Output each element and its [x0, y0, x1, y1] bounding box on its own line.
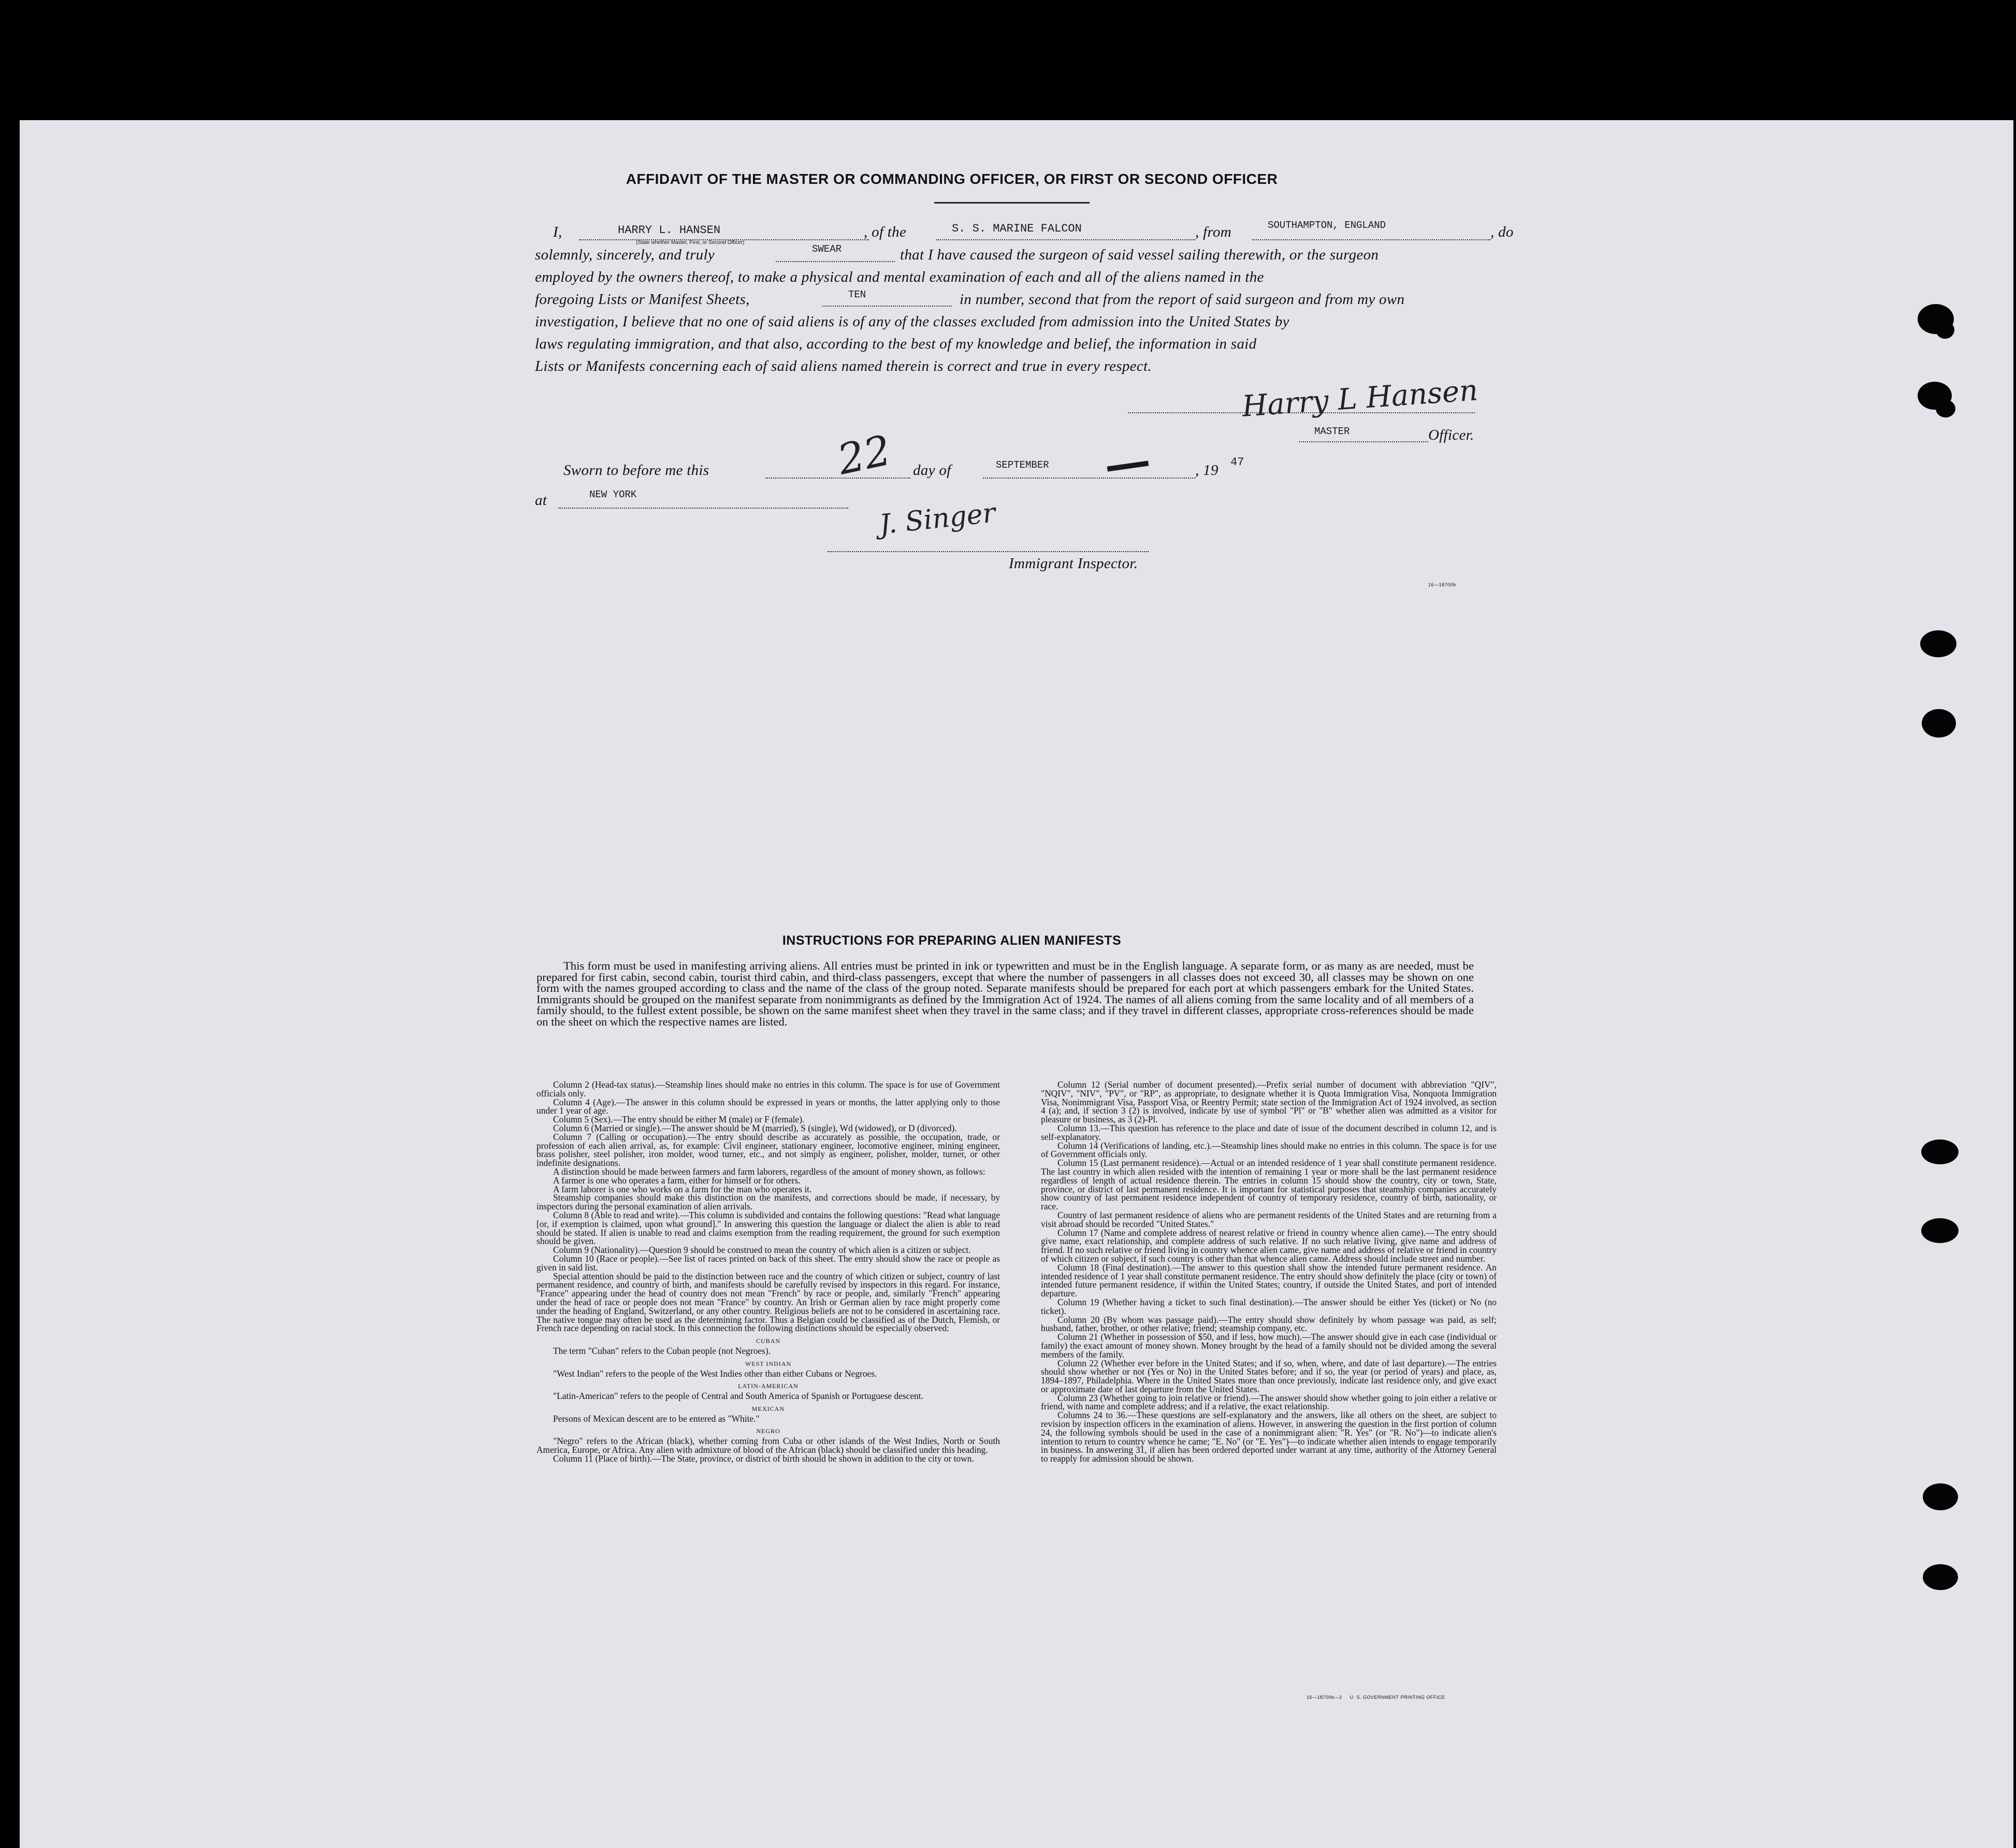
- signature-line: [828, 551, 1149, 552]
- instruction-paragraph: Column 4 (Age).—The answer in this column should be expressed in years or months, the latter applying only to those under 1 year of age.: [536, 1096, 1000, 1116]
- instruction-paragraph: Special attention should be paid to the distinction between race and the country of which citizen or subject, country of last permanent residence, and country of birth, and manifests should be carefully revised by inspectors in this regard. For instance, "France" appearing under the head of country does not mean "French" by race or people, and, similarly "French" appearing under the head of race or people does not mean "France" by country. An Irish or German alien by race might properly come under the heading of England, Switzerland, or any other country. Religious beliefs are not to be considered in ascertaining race. The native tongue may often be used as the determining factor. Thus a Belgian could be classified as of the Dutch, Flemish, or French race depending on racial stock. In this connection the following distinctions should be especially observed:: [536, 1271, 1000, 1334]
- officer-name: HARRY L. HANSEN: [618, 224, 721, 237]
- instruction-paragraph: Column 7 (Calling or occupation).—The entry should describe as accurately as possible, the occupation, trade, or profession of each alien arrival, as, for example: Civil engineer, stationary engineer, locomotive engineer, mining engineer, brass polisher, steel polisher, iron molder, wood turner, etc., and not simply as engineer, polisher, molder, turner, or other indefinite designations.: [536, 1131, 1000, 1168]
- affidavit-line: Lists or Manifests concerning each of said aliens named therein is correct and true in every respect.: [535, 358, 1152, 374]
- sworn-year: 47: [1230, 456, 1244, 469]
- instructions-title: INSTRUCTIONS FOR PREPARING ALIEN MANIFESTS: [782, 933, 1122, 948]
- instruction-paragraph: Column 2 (Head-tax status).—Steamship lines should make no entries in this column. The space is for use of Government officials only.: [536, 1079, 1000, 1099]
- instruction-paragraph: Column 23 (Whether going to join relative or friend).—The answer should show whether going to join either a relative or friend, with name and complete address; and if a relative, the exact relationship.: [1041, 1392, 1497, 1412]
- year-prefix: , 19: [1195, 462, 1219, 479]
- document-page: [20, 120, 2013, 1848]
- punch-hole: [1936, 321, 1954, 339]
- instruction-paragraph: Column 5 (Sex).—The entry should be either M (male) or F (female).: [553, 1114, 805, 1125]
- punch-hole: [1923, 1483, 1958, 1510]
- master-signature: Harry L Hansen: [1241, 373, 1480, 424]
- affidavit-line: employed by the owners thereof, to make a physical and mental examination of each and all of the aliens named in the: [535, 269, 1264, 285]
- instruction-paragraph: Column 21 (Whether in possession of $50, and if less, how much).—The answer should give in each case (individual or family) the exact amount of money shown. Money brought by the head of a family should not be divided among the several members of the family.: [1041, 1332, 1497, 1360]
- sheet-count: TEN: [848, 289, 866, 300]
- officer-rank: MASTER: [1314, 426, 1350, 437]
- race-definition: "West Indian" refers to the people of the West Indies other than either Cubans or Negroes.: [553, 1368, 877, 1379]
- form-number: 16—18700b: [1428, 582, 1456, 587]
- instruction-paragraph: Column 19 (Whether having a ticket to such final destination).—The answer should be either Yes (ticket) or No (no ticket).: [1041, 1296, 1497, 1316]
- affidavit-line: laws regulating immigration, and that also, according to the best of my knowledge and belief, the information in said: [535, 336, 1257, 352]
- instructions-intro: This form must be used in manifesting arriving aliens. All entries must be printed in ink or typewritten and must be in the English language. A separate form, or as many as are needed, must be prepared for first cabin, second cabin, tourist third cabin, and third-class passengers, except that where the number of passengers in all classes does not exceed 30, all classes may be shown on one form with the names grouped according to class and the name of the class of the group noted. Separate manifests should be prepared for each port at which passengers embark for the United States. Immigrants should be grouped on the manifest separate from nonimmigrants as defined by the Immigration Act of 1924. The names of all aliens coming from the same locality and of all members of a family should, to the fullest extent possible, be shown on the same manifest sheet when they travel in the same class; and if they travel in different classes, appropriate cross-references should be made on the sheet on which the respective names are listed.: [536, 959, 1474, 1028]
- instruction-paragraph: Column 10 (Race or people).—See list of races printed on back of this sheet. The entry should show the race or people as given in said list.: [536, 1253, 1000, 1273]
- race-definition: "Latin-American" refers to the people of Central and South America of Spanish or Portuguese descent.: [553, 1391, 923, 1402]
- race-heading: LATIN-AMERICAN: [738, 1382, 799, 1390]
- strikeout-mark: [1107, 460, 1149, 471]
- label-do: , do: [1490, 224, 1514, 240]
- affidavit-title: AFFIDAVIT OF THE MASTER OR COMMANDING OFFICER, OR FIRST OR SECOND OFFICER: [626, 171, 1278, 187]
- field-line: [776, 261, 895, 262]
- instruction-paragraph: Column 18 (Final destination).—The answer to this question shall show the intended future permanent residence. An intended residence of 1 year shall constitute permanent residence. The entry should show definitely the place (city or town) of intended future permanent residence, if within the United States; country, if outside the United States, and port of intended departure.: [1041, 1262, 1497, 1299]
- instruction-paragraph: Columns 24 to 36.—These questions are self-explanatory and the answers, like all others on the sheet, are subject to revision by inspection officers in the examination of aliens. However, in answering the question in the first portion of column 24, the following symbols should be used in the case of a nonimmigrant alien: "R. Yes" (or "R. No")—to indicate alien's intention to return to country whence he came; "E. No" (or "E. Yes")—to indicate whether alien intends to engage temporarily in business. In answering 31, if alien has been ordered deported under warrant at any time, authority of the Attorney General to reapply for admission should be shown.: [1041, 1410, 1497, 1464]
- instruction-paragraph: Column 11 (Place of birth).—The State, province, or district of birth should be shown in addition to the city or town.: [553, 1453, 974, 1464]
- signature-line: [1128, 412, 1475, 413]
- field-line: [983, 478, 1195, 479]
- field-line: [1252, 239, 1490, 240]
- sworn-month: SEPTEMBER: [996, 459, 1049, 471]
- day-of-label: day of: [913, 462, 951, 479]
- race-heading: CUBAN: [756, 1337, 780, 1345]
- instruction-paragraph: Column 8 (Able to read and write).—This column is subdivided and contains the following questions: "Read what language [or, if exemption is claimed, upon what ground]." In answering this question the language or dialect the alien is able to read should be stated. If alien is unable to read and claims exemption from the reading requirement, the ground for such exemption should be given.: [536, 1209, 1000, 1247]
- affidavit-line: foregoing Lists or Manifest Sheets,: [535, 291, 750, 308]
- race-heading: WEST INDIAN: [745, 1360, 792, 1367]
- instruction-paragraph: Column 12 (Serial number of document presented).—Prefix serial number of document with abbreviation "QIV", "NQIV", "NIV", "PV", or "RP", as appropriate, to designate whether it is Quota Immigration Visa, Nonquota Immigration Visa, Nonimmigrant Visa, Passport Visa, or Reentry Permit; state section of the Immigration Act of 1924 involved, as section 4 (a); and, if section 3 (2) is involved, indicate by use of symbol "Pl" or "B" whether alien was admitted as a visitor for pleasure or business, as 3 (2)-Pl.: [1041, 1079, 1497, 1125]
- vessel-name: S. S. MARINE FALCON: [952, 222, 1082, 235]
- inspector-signature: J. Singer: [878, 497, 997, 541]
- instruction-paragraph: Column 17 (Name and complete address of nearest relative or friend in country whence alien came).—The entry should give name, exact relationship, and complete address of such relative. If no such relative living, give name and address of friend. If no such relative or friend living in country whence alien came, give name and address of relative or friend in country of which citizen or subject, if such country is other than that whence alien came. Address should include street and number.: [1041, 1227, 1497, 1264]
- state-note: (State whether Master, First, or Second Officer): [636, 240, 745, 246]
- punch-hole: [1922, 709, 1956, 738]
- day-handwritten: 22: [833, 426, 895, 484]
- affidavit-line: that I have caused the surgeon of said vessel sailing therewith, or the surgeon: [900, 247, 1379, 263]
- departure-port: SOUTHAMPTON, ENGLAND: [1268, 220, 1386, 231]
- punch-hole: [1921, 1139, 1959, 1164]
- instruction-paragraph: Country of last permanent residence of aliens who are permanent residents of the United States and are returning from a visit abroad should be recorded "United States.": [1041, 1209, 1497, 1229]
- at-label: at: [535, 492, 547, 509]
- punch-hole: [1920, 630, 1956, 657]
- field-line: [1299, 441, 1428, 442]
- oath-word: SWEAR: [812, 243, 842, 255]
- affidavit-line: in number, second that from the report of said surgeon and from my own: [960, 291, 1405, 308]
- printing-office-footer: 16—18700b—2 U. S. GOVERNMENT PRINTING OFFICE: [1307, 1695, 1445, 1700]
- label-from: , from: [1195, 224, 1232, 240]
- inspector-label: Immigrant Inspector.: [1009, 555, 1138, 572]
- label-of-the: , of the: [864, 224, 907, 240]
- punch-hole: [1921, 1218, 1959, 1243]
- race-heading: NEGRO: [756, 1427, 780, 1435]
- instruction-paragraph: Column 6 (Married or single).—The answer should be M (married), S (single), Wd (widowed), or D (divorced).: [553, 1122, 957, 1133]
- label-i: I,: [553, 224, 562, 240]
- instructions-right-column: [1041, 1080, 1497, 1463]
- race-definition: "Negro" refers to the African (black), whether coming from Cuba or other islands of the West Indies, North or South America, Europe, or Africa. Any alien with admixture of blood of the African (black) should be classified under this heading.: [536, 1436, 1000, 1455]
- instruction-paragraph: Column 20 (By whom was passage paid).—The entry should show definitely by whom passage was paid, as self; husband, father, brother, or other relative; friend; steamship company, etc.: [1041, 1314, 1497, 1334]
- instruction-paragraph: Column 9 (Nationality).—Question 9 should be construed to mean the country of which alien is a citizen or subject.: [553, 1245, 971, 1255]
- instruction-paragraph: Column 22 (Whether ever before in the United States; and if so, when, where, and date of last departure).—The entries should show whether or not (Yes or No) in the United States before; and if so, the year (or period of years) and place, as, 1894–1897, Philadelphia. Where in the United States more than once previously, indicate last residence only, and give exact or approximate date of last departure from the United States.: [1041, 1358, 1497, 1394]
- field-line: [765, 478, 910, 479]
- sworn-place: NEW YORK: [589, 489, 637, 500]
- race-heading: MEXICAN: [752, 1405, 785, 1412]
- sworn-label: Sworn to before me this: [563, 462, 709, 479]
- instruction-paragraph: Column 15 (Last permanent residence).—Actual or an intended residence of 1 year shall constitute permanent residence. The last country in which alien resided with the intention of remaining 1 year or more shall be the last permanent residence regardless of length of actual residence therein. The entries in column 15 should show the country, city or town, State, province, or district of last permanent residence. It is important for statistical purposes that steamship companies accurately show country of last permanent residence independent of country of temporary residence, country of birth, nationality, or race.: [1041, 1158, 1497, 1212]
- instruction-paragraph: A farmer is one who operates a farm, either for himself or for others.: [553, 1175, 801, 1186]
- punch-hole: [1923, 1564, 1958, 1590]
- officer-label: Officer.: [1428, 427, 1474, 443]
- affidavit-line: solemnly, sincerely, and truly: [535, 247, 715, 263]
- instruction-paragraph: A distinction should be made between farmers and farm laborers, regardless of the amount of money shown, as follows:: [553, 1166, 985, 1177]
- punch-hole: [1936, 400, 1955, 417]
- instructions-left-column: [536, 1080, 1000, 1463]
- affidavit-line: investigation, I believe that no one of said aliens is of any of the classes excluded from admission into the United States by: [535, 313, 1289, 330]
- title-rule: [934, 202, 1090, 204]
- field-line: [558, 508, 848, 509]
- race-definition: Persons of Mexican descent are to be entered as "White.": [553, 1413, 760, 1424]
- instruction-paragraph: A farm laborer is one who works on a farm for the man who operates it.: [553, 1183, 812, 1194]
- instruction-paragraph: Column 14 (Verifications of landing, etc.).—Steamship lines should make no entries in this column. The space is for use of Government officials only.: [1041, 1140, 1497, 1160]
- instruction-paragraph: Column 13.—This question has reference to the place and date of issue of the document described in column 12, and is self-explanatory.: [1041, 1122, 1497, 1142]
- instruction-paragraph: Steamship companies should make this distinction on the manifests, and corrections should be made, if necessary, by inspectors during the personal examination of alien arrivals.: [536, 1192, 1000, 1212]
- race-definition: The term "Cuban" refers to the Cuban people (not Negroes).: [553, 1345, 771, 1356]
- field-line: [936, 239, 1195, 240]
- field-line: [822, 306, 952, 307]
